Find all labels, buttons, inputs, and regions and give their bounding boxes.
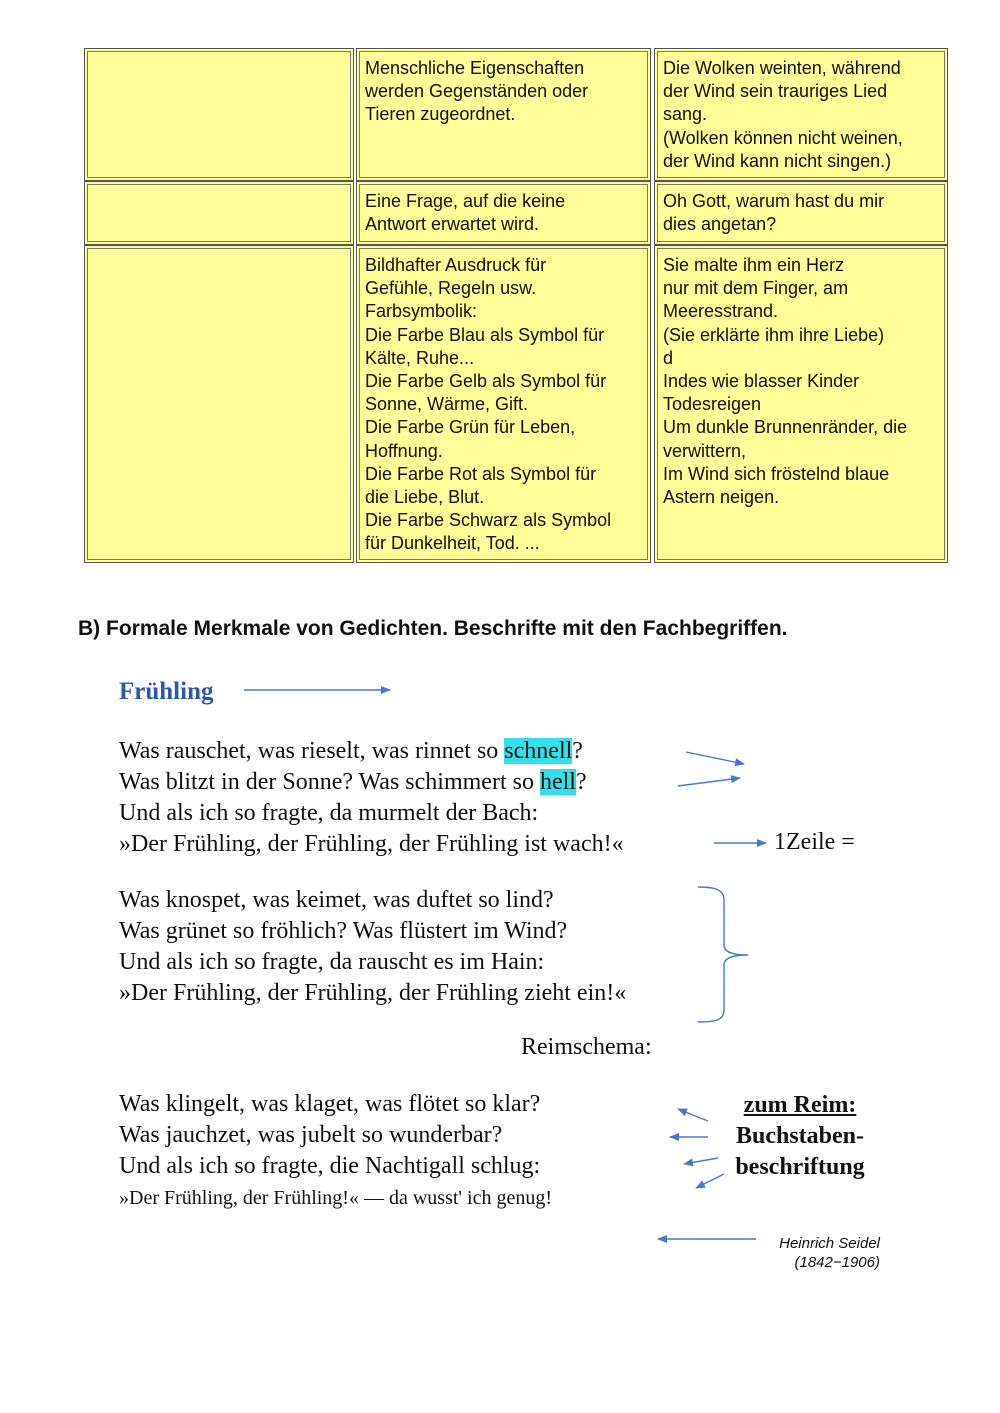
poem-line: Was jauchzet, was jubelt so wunderbar? (119, 1122, 503, 1148)
definition-cell: Eine Frage, auf die keine Antwort erwartet wird. (356, 181, 651, 245)
stanza-brace-icon (698, 887, 748, 1022)
section-b-heading: B) Formale Merkmale von Gedichten. Beschrifte mit den Fachbegriffen. (78, 617, 788, 640)
rhyme-arrow-icon (678, 1109, 708, 1121)
poem-line: Was rauschet, was rieselt, was rinnet so schnell? (119, 738, 583, 764)
rhyme-instruction-line: Buchstaben- (735, 1123, 865, 1149)
rhyme-arrow-icon (678, 778, 740, 786)
rhyme-scheme-label: Reimschema: (521, 1034, 652, 1060)
poem-line: Was knospet, was keimet, was duftet so lind? (119, 887, 554, 913)
poem-line: Und als ich so fragte, da rauscht es im Hain: (119, 949, 545, 975)
poem-line: »Der Frühling, der Frühling, der Frühling zieht ein!« (119, 980, 627, 1006)
example-cell: Oh Gott, warum hast du mir dies angetan? (654, 181, 948, 245)
definition-cell: Menschliche Eigenschaften werden Gegenständen oder Tieren zugeordnet. (356, 48, 651, 181)
poem-line: Und als ich so fragte, die Nachtigall schlug: (119, 1153, 541, 1179)
poem-title: Frühling (119, 678, 214, 705)
rhyme-arrow-icon (686, 752, 744, 764)
poem-line: Was klingelt, was klaget, was flötet so klar? (119, 1091, 541, 1117)
rhyme-instruction-title: zum Reim: (743, 1092, 857, 1118)
rhyme-arrow-icon (684, 1158, 718, 1164)
poem-line: Und als ich so fragte, da murmelt der Bach: (119, 800, 539, 826)
poem-line: Was blitzt in der Sonne? Was schimmert so hell? (119, 769, 587, 795)
example-cell: Sie malte ihm ein Herz nur mit dem Finger, am Meeresstrand. (Sie erklärte ihm ihre Liebe) d Indes wie blasser Kinder Todesreigen Um dunkle Brunnenränder, die verwittern, Im Wind sich fröstelnd blaue Astern neigen. (654, 245, 948, 563)
author-name: Heinrich Seidel (779, 1235, 880, 1252)
poem-line: Was grünet so fröhlich? Was flüstert im Wind? (119, 918, 568, 944)
definition-cell: Bildhafter Ausdruck für Gefühle, Regeln usw. Farbsymbolik: Die Farbe Blau als Symbol für Kälte, Ruhe... Die Farbe Gelb als Symbol für Sonne, Wärme, Gift. Die Farbe Grün für Leben, Hoffnung. Die Farbe Rot als Symbol für die Liebe, Blut. Die Farbe Schwarz als Symbol für Dunkelheit, Tod. ... (356, 245, 651, 563)
line-label: 1Zeile = (774, 829, 855, 855)
example-cell: Die Wolken weinten, während der Wind sein trauriges Lied sang. (Wolken können nicht weinen, der Wind kann nicht singen.) (654, 48, 948, 181)
rhyme-highlight: schnell (504, 738, 573, 764)
rhyme-arrow-icon (696, 1174, 724, 1188)
rhyme-instruction-line: beschriftung (735, 1154, 865, 1180)
rhyme-highlight: hell (539, 769, 576, 795)
author-years: (1842−1906) (794, 1254, 880, 1271)
poem-line: »Der Frühling, der Frühling, der Frühling ist wach!« (119, 831, 624, 857)
poem-line: »Der Frühling, der Frühling!« — da wusst' ich genug! (119, 1187, 552, 1209)
